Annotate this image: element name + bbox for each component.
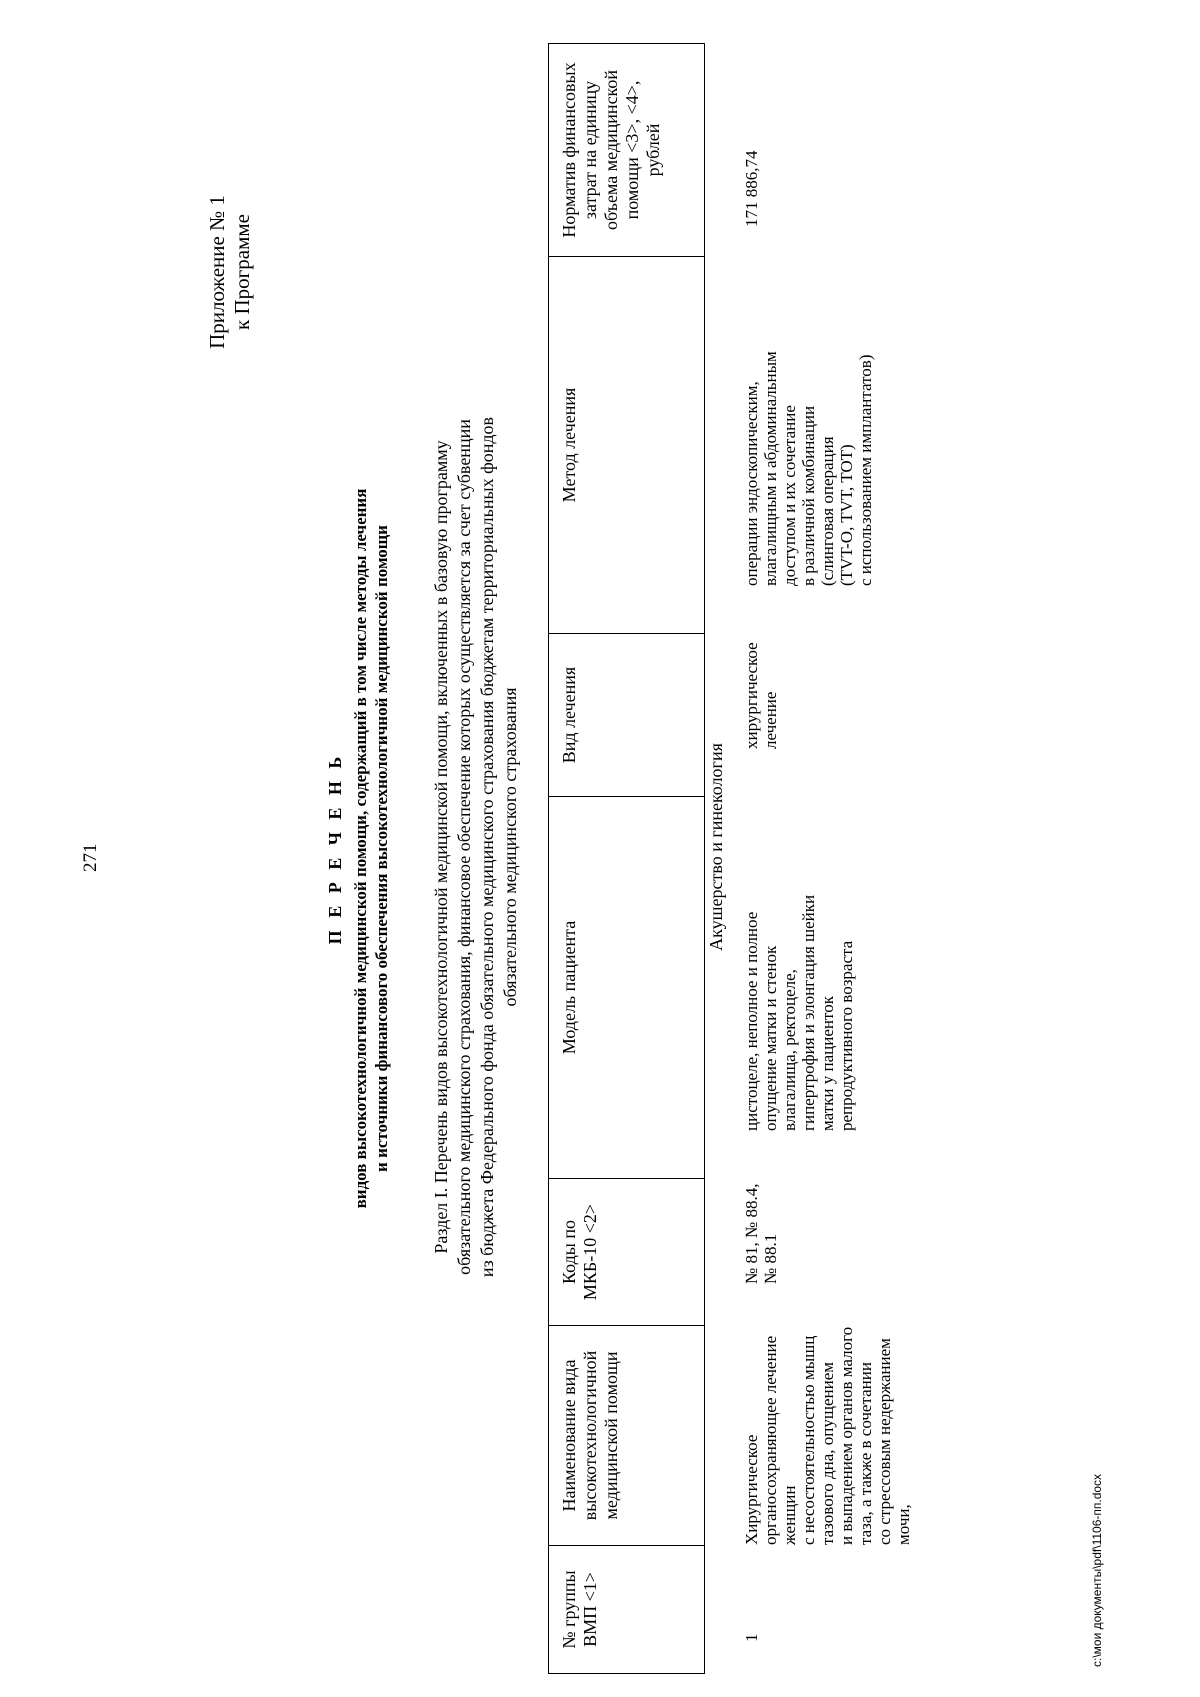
row-treatment-method-line: с использованием имплантатов) [856,354,875,586]
row-treatment-method-line: операции эндоскопическим, [742,381,761,586]
row-care-name-line: таза, а также в сочетании [856,1362,875,1545]
row-treatment-method [742,216,875,586]
row-care-name-line: и выпадением органов малого [837,1326,856,1545]
row-treatment-method-line: влагалищным и абдоминальным [761,351,780,586]
row-care-name-line: мочи, [894,1504,913,1545]
section-line-1: Раздел I. Перечень видов высокотехнологичной медицинской помощи, включенных в базовую программу [431,440,451,1254]
document-title [325,200,392,1497]
row-care-name-line: со стрессовым недержанием [875,1338,894,1545]
header-patient-model: Модель пациента [549,797,705,1179]
row-patient-model-line: цистоцеле, неполное и полное [742,911,761,1131]
row-treatment-type [742,599,780,749]
row-treatment-method-line: (TVT-O, TVT, TOT) [837,444,856,586]
row-treatment-type-line: хирургическое [742,642,761,749]
row-care-name-line: с несостоятельностью мышц [799,1335,818,1545]
section-line-3: из бюджета Федерального фонда обязательного медицинского страхования бюджетам территориальных фондов [477,416,497,1278]
row-care-name [742,1285,913,1545]
header-group-number: № группы ВМП <1> [549,1546,705,1674]
table-header-row [549,44,705,1674]
row-icd-codes-line: № 88.1 [761,1233,780,1284]
row-treatment-type-line: лечение [761,691,780,749]
row-icd-codes-line: № 81, № 88.4, [742,1183,761,1284]
section-heading-obstetrics: Акушерство и гинекология [706,743,726,951]
row-icd-codes [742,1144,780,1284]
appendix-line-1: Приложение № 1 [205,195,229,349]
row-treatment-method-line: доступом и их сочетание [780,405,799,586]
title-line-3: и источники финансового обеспечения высокотехнологичной медицинской помощи [372,525,391,1172]
title-line-1: П Е Р Е Ч Е Н Ь [325,752,345,945]
section-description [430,207,522,1487]
section-line-4: обязательного медицинского страхования [500,687,520,1007]
header-treatment-method: Метод лечения [549,257,705,634]
row-cost-standard: 171 886,74 [742,150,761,227]
row-treatment-method-line: (слинговая операция [818,436,837,586]
appendix-label [205,147,255,397]
row-care-name-line: женщин [780,1485,799,1545]
page-number: 271 [80,843,101,872]
row-treatment-method-line: в различной комбинации [799,405,818,586]
footer-file-path: c:\мои документы\pdf\1106-пп.docx [1090,1473,1104,1667]
row-patient-model-line: опущение матки и стенок [761,945,780,1131]
row-care-name-line: органосохраняющее лечение [761,1335,780,1545]
row-care-name-line: Хирургическое [742,1434,761,1545]
row-group-number: 1 [742,1633,761,1642]
row-patient-model-line: гипертрофия и элонгация шейки [799,894,818,1131]
table-header [548,43,705,1674]
appendix-line-2: к Программе [230,214,254,330]
title-line-2: видов высокотехнологичной медицинской помощи, содержащий в том числе методы лечения [351,488,370,1209]
row-patient-model-line: репродуктивного возраста [837,940,856,1131]
header-icd-codes: Коды по МКБ-10 <2> [549,1179,705,1326]
row-patient-model [742,771,856,1131]
header-care-name: Наименование вида высокотехнологичной медицинской помощи [549,1326,705,1546]
row-care-name-line: тазового дна, опущением [818,1361,837,1545]
section-line-2: обязательного медицинского страхования, финансовое обеспечение которых осуществляется за счет субвенции [454,419,474,1275]
header-treatment-type: Вид лечения [549,634,705,797]
row-patient-model-line: влагалища, ректоцеле, [780,969,799,1131]
row-patient-model-line: матки у пациенток [818,996,837,1131]
header-cost-standard: Норматив финансовых затрат на единицу объема медицинской помощи <3>, <4>, рублей [549,44,705,257]
